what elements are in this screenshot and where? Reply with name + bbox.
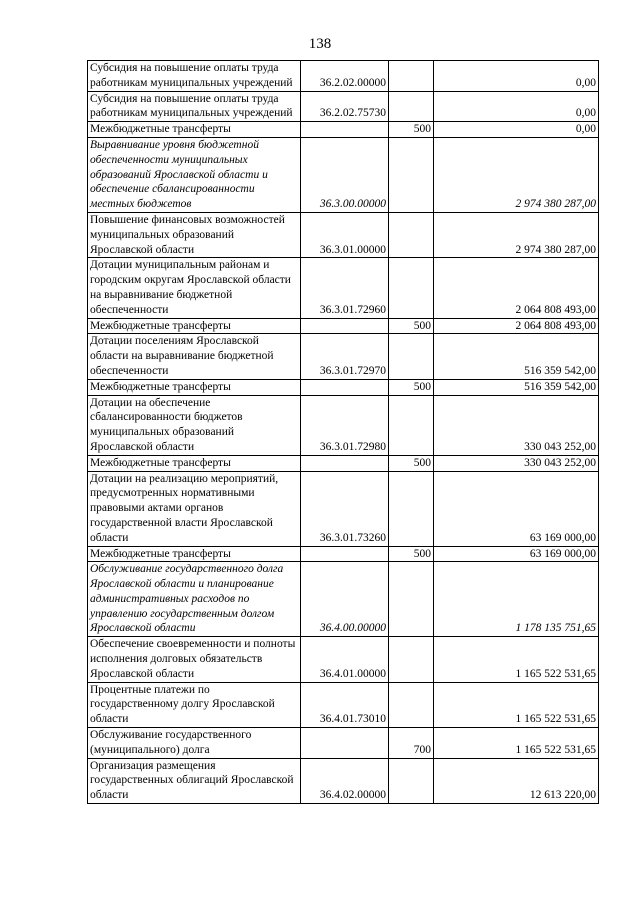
row-expense-type-cell: 700: [389, 728, 434, 759]
table-row: [88, 379, 599, 395]
row-code-cell: 36.3.01.00000: [301, 212, 389, 257]
table-row: [88, 318, 599, 334]
row-name-cell: Организация размещения государственных облигаций Ярославской области: [88, 758, 301, 803]
page-number: 138: [308, 36, 332, 52]
row-code-cell: [301, 318, 389, 334]
row-code-cell: [301, 455, 389, 471]
row-expense-type-cell: 500: [389, 455, 434, 471]
row-code-cell: 36.4.01.73010: [301, 682, 389, 727]
row-expense-type-cell: 500: [389, 318, 434, 334]
row-expense-type-cell: [389, 471, 434, 546]
table-row: [88, 61, 599, 92]
row-amount-cell: 516 359 542,00: [434, 334, 599, 379]
row-amount-cell: 1 165 522 531,65: [434, 637, 599, 682]
row-name-cell: Дотации муниципальным районам и городским округам Ярославской области на выравнивание бюджетной обеспеченности: [88, 258, 301, 318]
table-row: [88, 455, 599, 471]
row-expense-type-cell: [389, 395, 434, 455]
row-code-cell: 36.3.00.00000: [301, 137, 389, 212]
row-amount-cell: 1 178 135 751,65: [434, 562, 599, 637]
row-amount-cell: 330 043 252,00: [434, 455, 599, 471]
row-expense-type-cell: [389, 637, 434, 682]
row-expense-type-cell: [389, 682, 434, 727]
table-row: [88, 91, 599, 122]
row-expense-type-cell: [389, 212, 434, 257]
row-code-cell: 36.3.01.72970: [301, 334, 389, 379]
row-amount-cell: 1 165 522 531,65: [434, 682, 599, 727]
table-row: [88, 758, 599, 803]
row-amount-cell: 330 043 252,00: [434, 395, 599, 455]
row-name-cell: Субсидия на повышение оплаты труда работникам муниципальных учреждений: [88, 61, 301, 92]
row-amount-cell: 516 359 542,00: [434, 379, 599, 395]
row-amount-cell: 2 974 380 287,00: [434, 137, 599, 212]
row-expense-type-cell: [389, 258, 434, 318]
row-amount-cell: 0,00: [434, 91, 599, 122]
row-name-cell: Межбюджетные трансферты: [88, 122, 301, 138]
table-row: [88, 471, 599, 546]
table-row: [88, 395, 599, 455]
table-row: [88, 137, 599, 212]
row-name-cell: Межбюджетные трансферты: [88, 546, 301, 562]
row-code-cell: 36.2.02.00000: [301, 61, 389, 92]
row-expense-type-cell: 500: [389, 379, 434, 395]
row-name-cell: Дотации поселениям Ярославской области на выравнивание бюджетной обеспеченности: [88, 334, 301, 379]
table-row: [88, 212, 599, 257]
budget-table: [87, 60, 599, 804]
row-code-cell: 36.4.02.00000: [301, 758, 389, 803]
row-code-cell: [301, 122, 389, 138]
row-code-cell: [301, 379, 389, 395]
row-code-cell: [301, 546, 389, 562]
table-row: [88, 546, 599, 562]
row-name-cell: Межбюджетные трансферты: [88, 379, 301, 395]
table-row: [88, 637, 599, 682]
row-amount-cell: 0,00: [434, 122, 599, 138]
budget-table-body: [88, 61, 599, 804]
row-expense-type-cell: [389, 91, 434, 122]
table-row: [88, 682, 599, 727]
row-code-cell: 36.2.02.75730: [301, 91, 389, 122]
row-amount-cell: 0,00: [434, 61, 599, 92]
row-name-cell: Межбюджетные трансферты: [88, 318, 301, 334]
row-name-cell: Обслуживание государственного долга Ярославской области и планирование административных расходов по управлению государственным долгом Ярославской области: [88, 562, 301, 637]
row-amount-cell: 63 169 000,00: [434, 546, 599, 562]
row-code-cell: [301, 728, 389, 759]
row-name-cell: Субсидия на повышение оплаты труда работникам муниципальных учреждений: [88, 91, 301, 122]
row-name-cell: Обеспечение своевременности и полноты исполнения долговых обязательств Ярославской области: [88, 637, 301, 682]
row-expense-type-cell: [389, 334, 434, 379]
row-expense-type-cell: 500: [389, 546, 434, 562]
row-amount-cell: 63 169 000,00: [434, 471, 599, 546]
row-expense-type-cell: [389, 758, 434, 803]
row-code-cell: 36.4.00.00000: [301, 562, 389, 637]
row-name-cell: Повышение финансовых возможностей муниципальных образований Ярославской области: [88, 212, 301, 257]
row-expense-type-cell: [389, 562, 434, 637]
row-amount-cell: 1 165 522 531,65: [434, 728, 599, 759]
table-row: [88, 334, 599, 379]
table-row: [88, 258, 599, 318]
row-code-cell: 36.3.01.72980: [301, 395, 389, 455]
row-name-cell: Выравнивание уровня бюджетной обеспеченности муниципальных образований Ярославской области и обеспечение сбалансированности местных бюджетов: [88, 137, 301, 212]
table-row: [88, 122, 599, 138]
row-code-cell: 36.3.01.73260: [301, 471, 389, 546]
row-amount-cell: 2 064 808 493,00: [434, 258, 599, 318]
table-row: [88, 728, 599, 759]
row-amount-cell: 2 064 808 493,00: [434, 318, 599, 334]
row-name-cell: Межбюджетные трансферты: [88, 455, 301, 471]
row-name-cell: Дотации на реализацию мероприятий, предусмотренных нормативными правовыми актами органов государственной власти Ярославской области: [88, 471, 301, 546]
row-expense-type-cell: [389, 137, 434, 212]
row-expense-type-cell: [389, 61, 434, 92]
row-amount-cell: 2 974 380 287,00: [434, 212, 599, 257]
row-expense-type-cell: 500: [389, 122, 434, 138]
row-code-cell: 36.4.01.00000: [301, 637, 389, 682]
table-row: [88, 562, 599, 637]
row-name-cell: Обслуживание государственного (муниципального) долга: [88, 728, 301, 759]
row-name-cell: Дотации на обеспечение сбалансированности бюджетов муниципальных образований Ярославской области: [88, 395, 301, 455]
row-name-cell: Процентные платежи по государственному долгу Ярославской области: [88, 682, 301, 727]
row-code-cell: 36.3.01.72960: [301, 258, 389, 318]
row-amount-cell: 12 613 220,00: [434, 758, 599, 803]
